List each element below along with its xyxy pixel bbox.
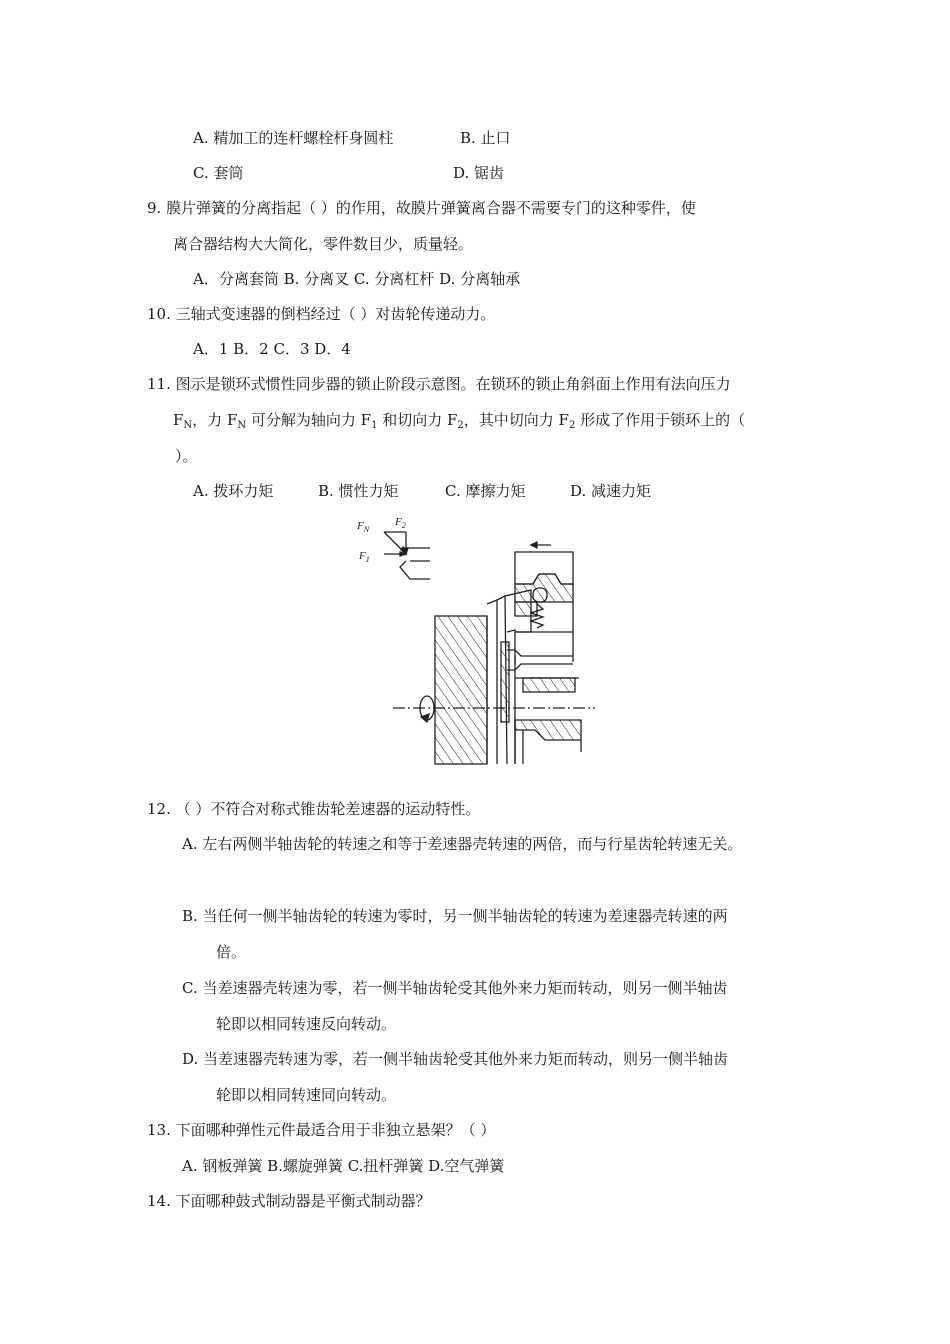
q12-option-c-line2: 轮即以相同转速反向转动。 [216, 1015, 397, 1033]
q12-option-b-line2: 倍。 [216, 943, 247, 961]
q11-option-a: A. 拨环力矩 [193, 482, 274, 500]
q12-stem: 12. （ ）不符合对称式锥齿轮差速器的运动特性。 [147, 800, 481, 818]
q11-option-b: B. 惯性力矩 [318, 482, 399, 500]
q12-option-a: A. 左右两侧半轴齿轮的转速之和等于差速器壳转速的两倍，而与行星齿轮转速无关。 [182, 835, 743, 853]
q9-options: A．分离套筒 B. 分离叉 C. 分离杠杆 D. 分离轴承 [193, 270, 521, 288]
q11-option-d: D. 减速力矩 [570, 482, 652, 500]
fig-label-f1: $F_1$ [359, 550, 370, 564]
synchronizer-lock-diagram [355, 512, 600, 767]
q9-stem-line2: 离合器结构大大简化，零件数目少，质量轻。 [173, 235, 474, 253]
q13-stem: 13. 下面哪种弹性元件最适合用于非独立悬架？（ ） [147, 1121, 496, 1139]
fig-label-fn: $F_N$ [357, 520, 370, 534]
q9-stem-line1: 9. 膜片弹簧的分离指起（ ）的作用，故膜片弹簧离合器不需要专门的这种零件，使 [147, 199, 696, 217]
q11-stem-line3: ）。 [175, 447, 198, 465]
q11-stem-line1: 11. 图示是锁环式惯性同步器的锁止阶段示意图。在锁环的锁止角斜面上作用有法向压力 [147, 375, 731, 393]
q10-options: A．1 B．2 C．3 D．4 [193, 340, 351, 358]
q8-option-c: C. 套筒 [193, 164, 244, 182]
q12-option-d-line1: D. 当差速器壳转速为零，若一侧半轴齿轮受其他外来力矩而转动，则另一侧半轴齿 [182, 1050, 729, 1068]
q12-option-d-line2: 轮即以相同转速同向转动。 [216, 1086, 397, 1104]
q13-options: A. 钢板弹簧 B.螺旋弹簧 C.扭杆弹簧 D.空气弹簧 [182, 1157, 505, 1175]
q12-option-b-line1: B. 当任何一侧半轴齿轮的转速为零时，另一侧半轴齿轮的转速为差速器壳转速的两 [182, 907, 728, 925]
q8-option-d: D. 锯齿 [453, 164, 505, 182]
q11-stem-line2: $F_N$，力 $F_N$ 可分解为轴向力 $F_1$ 和切向力 $F_2$，其中切向力 $F_2$ 形成了作用于锁环上的（ [173, 411, 746, 431]
q8-option-b: B. 止口 [460, 129, 511, 147]
q11-option-c: C. 摩擦力矩 [445, 482, 526, 500]
q12-option-c-line1: C. 当差速器壳转速为零，若一侧半轴齿轮受其他外来力矩而转动，则另一侧半轴齿 [182, 979, 728, 997]
q8-option-a: A. 精加工的连杆螺栓杆身圆柱 [193, 129, 394, 147]
q10-stem: 10. 三轴式变速器的倒档经过（ ）对齿轮传递动力。 [147, 305, 496, 323]
fig-label-f2: $F_2$ [395, 516, 406, 530]
q14-stem: 14. 下面哪种鼓式制动器是平衡式制动器？ [147, 1192, 431, 1210]
